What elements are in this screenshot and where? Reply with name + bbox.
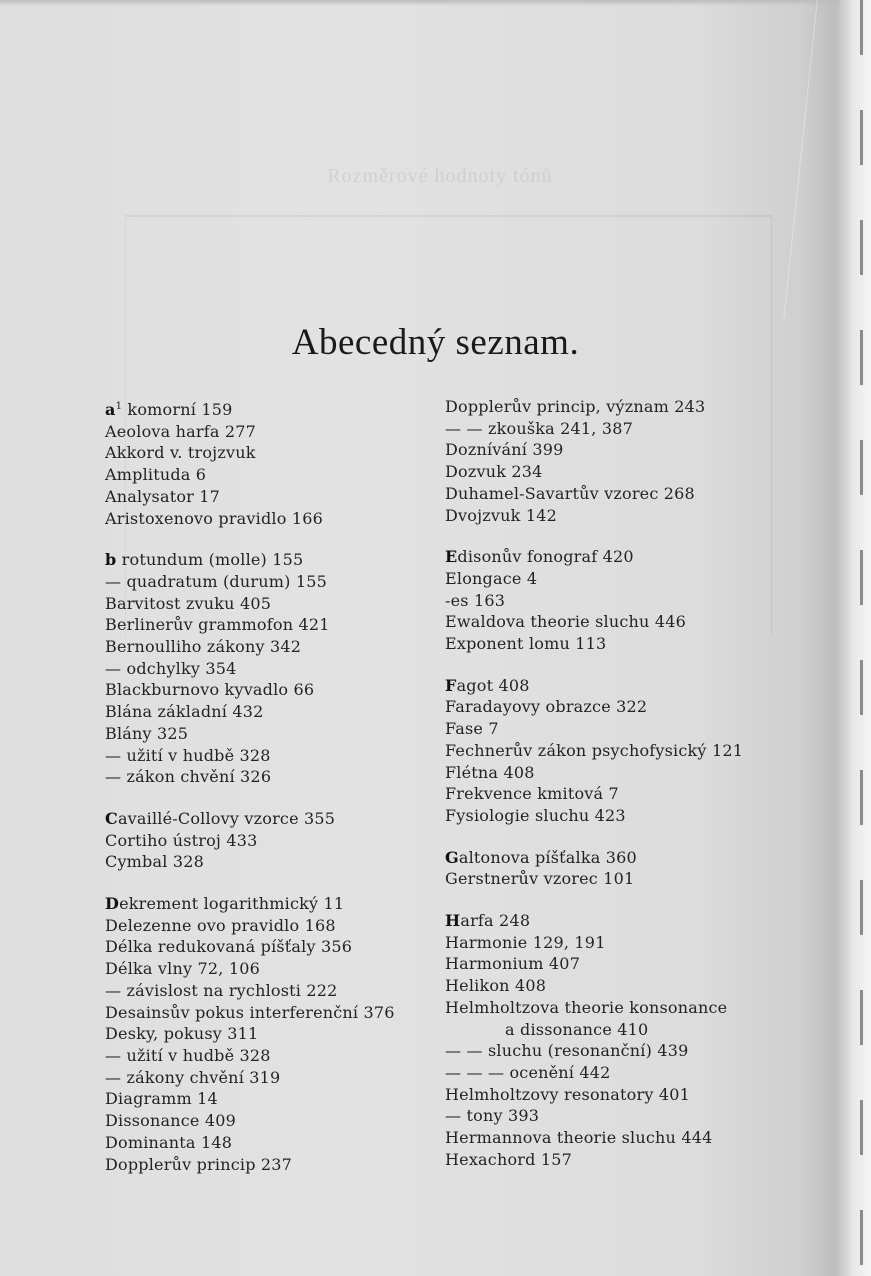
entry-text: Fechnerův zákon psychofysický 121 bbox=[445, 740, 744, 760]
entry-text: Elongace 4 bbox=[445, 568, 538, 588]
index-entry bbox=[445, 675, 785, 697]
entry-text: Blány 325 bbox=[105, 723, 189, 743]
entry-text: Dissonance 409 bbox=[105, 1111, 237, 1131]
index-entry bbox=[445, 1149, 785, 1171]
entry-text: Aristoxenovo pravidlo 166 bbox=[105, 508, 323, 528]
index-entry bbox=[445, 805, 785, 827]
index-entry bbox=[105, 745, 435, 767]
entry-text: rotundum (molle) 155 bbox=[116, 550, 304, 570]
entry-text: Dvojzvuk 142 bbox=[445, 505, 557, 525]
entry-text: Delezenne ovo pravidlo 168 bbox=[105, 915, 336, 935]
entry-text: Flétna 408 bbox=[445, 762, 535, 782]
index-entry bbox=[445, 396, 785, 418]
initial-letter: C bbox=[105, 808, 118, 828]
index-entry bbox=[105, 1067, 435, 1089]
index-group-g bbox=[445, 847, 785, 890]
index-group-c bbox=[105, 808, 435, 873]
index-entry bbox=[445, 868, 785, 890]
entry-text: — závislost na rychlosti 222 bbox=[105, 980, 338, 1000]
index-entry bbox=[105, 593, 435, 615]
entry-text: — — zkouška 241, 387 bbox=[445, 418, 634, 438]
page-title: Abecedný seznam. bbox=[291, 321, 580, 363]
index-entry bbox=[445, 546, 785, 568]
index-entry bbox=[445, 1040, 785, 1062]
entry-text: Faradayovy obrazce 322 bbox=[445, 697, 648, 717]
entry-text: Cortiho ústroj 433 bbox=[105, 830, 258, 850]
entry-text: — quadratum (durum) 155 bbox=[105, 571, 327, 591]
index-entry bbox=[105, 893, 435, 915]
entry-text: Desainsův pokus interferenční 376 bbox=[105, 1002, 395, 1022]
group-gap bbox=[445, 890, 785, 910]
index-entry bbox=[445, 910, 785, 932]
index-group-b bbox=[105, 549, 435, 788]
index-entry bbox=[445, 953, 785, 975]
entry-text: -es 163 bbox=[445, 590, 506, 610]
index-entry bbox=[105, 636, 435, 658]
entry-text: Helmholtzovy resonatory 401 bbox=[445, 1084, 691, 1104]
index-entry bbox=[105, 766, 435, 788]
index-group-e bbox=[445, 546, 785, 655]
index-column-left bbox=[105, 396, 435, 1175]
entry-text: Amplituda 6 bbox=[105, 465, 207, 485]
index-entry bbox=[445, 439, 785, 461]
superscript: 1 bbox=[115, 401, 123, 412]
entry-text: — užití v hudbě 328 bbox=[105, 745, 271, 765]
index-entry bbox=[445, 1019, 785, 1041]
entry-text: ekrement logarithmický 11 bbox=[119, 894, 345, 914]
entry-text: arfa 248 bbox=[460, 911, 531, 931]
index-entry bbox=[445, 932, 785, 954]
entry-text: — zákon chvění 326 bbox=[105, 767, 272, 787]
index-entry bbox=[105, 1045, 435, 1067]
index-entry bbox=[105, 958, 435, 980]
index-entry bbox=[445, 740, 785, 762]
index-entry bbox=[105, 936, 435, 958]
index-entry bbox=[105, 1002, 435, 1024]
entry-text: komorní 159 bbox=[122, 400, 233, 419]
initial-letter: G bbox=[445, 847, 459, 867]
entry-text: Analysator 17 bbox=[105, 486, 221, 506]
index-entry bbox=[445, 611, 785, 633]
index-entry bbox=[105, 723, 435, 745]
initial-letter: H bbox=[445, 911, 461, 931]
index-entry bbox=[445, 997, 785, 1019]
entry-text: Helmholtzova theorie konsonance bbox=[445, 997, 728, 1017]
entry-text: availlé-Collovy vzorce 355 bbox=[117, 808, 336, 828]
index-entry bbox=[445, 696, 785, 718]
index-entry bbox=[105, 701, 435, 723]
index-group-a bbox=[105, 396, 435, 529]
entry-text: Gerstnerův vzorec 101 bbox=[445, 869, 635, 889]
entry-text: Desky, pokusy 311 bbox=[105, 1024, 259, 1044]
entry-text: Diagramm 14 bbox=[105, 1089, 218, 1109]
entry-text: Dominanta 148 bbox=[105, 1132, 233, 1152]
index-entry bbox=[105, 464, 435, 486]
index-entry bbox=[105, 1110, 435, 1132]
index-entry bbox=[105, 915, 435, 937]
page-fold bbox=[783, 0, 858, 320]
entry-text: Berlinerův grammofon 421 bbox=[105, 615, 330, 635]
index-entry bbox=[105, 658, 435, 680]
index-entry bbox=[105, 508, 435, 530]
entry-text: Fase 7 bbox=[445, 719, 499, 739]
entry-text: Délka redukovaná píšťaly 356 bbox=[105, 937, 353, 957]
index-entry bbox=[445, 1105, 785, 1127]
entry-text: — zákony chvění 319 bbox=[105, 1067, 281, 1087]
index-entry bbox=[105, 396, 435, 421]
entry-text: a dissonance 410 bbox=[505, 1019, 649, 1039]
entry-text: Exponent lomu 113 bbox=[445, 634, 607, 654]
index-entry bbox=[105, 442, 435, 464]
index-entry bbox=[105, 1088, 435, 1110]
initial-letter: F bbox=[445, 675, 457, 695]
entry-text: Hexachord 157 bbox=[445, 1149, 572, 1169]
entry-text: Doznívání 399 bbox=[445, 440, 564, 460]
index-group-f bbox=[445, 675, 785, 827]
entry-text: Dopplerův princip 237 bbox=[105, 1154, 293, 1174]
entry-text: disonův fonograf 420 bbox=[457, 547, 634, 567]
entry-text: Blána základní 432 bbox=[105, 702, 264, 722]
index-entry bbox=[445, 1062, 785, 1084]
entry-text: agot 408 bbox=[456, 675, 530, 695]
index-entry bbox=[105, 980, 435, 1002]
entry-text: Duhamel-Savartův vzorec 268 bbox=[445, 483, 695, 503]
index-entry bbox=[445, 847, 785, 869]
entry-text: Délka vlny 72, 106 bbox=[105, 959, 260, 979]
entry-text: altonova píšťalka 360 bbox=[458, 847, 637, 867]
entry-text: — — — ocenění 442 bbox=[445, 1062, 611, 1082]
index-entry bbox=[105, 571, 435, 593]
entry-text: Fysiologie sluchu 423 bbox=[445, 805, 626, 825]
index-entry bbox=[445, 783, 785, 805]
index-entry bbox=[445, 1127, 785, 1149]
entry-text: Cymbal 328 bbox=[105, 852, 204, 872]
initial-letter: E bbox=[445, 547, 458, 567]
index-entry bbox=[105, 614, 435, 636]
entry-text: Dopplerův princip, význam 243 bbox=[445, 397, 706, 416]
entry-text: — užití v hudbě 328 bbox=[105, 1045, 271, 1065]
group-gap bbox=[445, 655, 785, 675]
index-entry bbox=[445, 762, 785, 784]
page-edge bbox=[860, 0, 863, 1276]
index-entry bbox=[445, 718, 785, 740]
entry-text: Helikon 408 bbox=[445, 976, 547, 996]
initial-letter: b bbox=[105, 550, 117, 570]
entry-text: Blackburnovo kyvadlo 66 bbox=[105, 680, 315, 700]
index-entry bbox=[105, 808, 435, 830]
index-entry bbox=[105, 486, 435, 508]
index-column-right bbox=[445, 396, 785, 1171]
entry-text: Harmonie 129, 191 bbox=[445, 932, 606, 952]
entry-text: Bernoulliho zákony 342 bbox=[105, 637, 302, 657]
group-gap bbox=[105, 529, 435, 549]
group-gap bbox=[445, 827, 785, 847]
index-entry bbox=[105, 1023, 435, 1045]
index-entry bbox=[445, 505, 785, 527]
index-group-d-cont bbox=[445, 396, 785, 526]
entry-text: Frekvence kmitová 7 bbox=[445, 784, 619, 804]
group-gap bbox=[105, 788, 435, 808]
index-entry bbox=[445, 461, 785, 483]
index-entry bbox=[445, 1084, 785, 1106]
index-entry bbox=[445, 568, 785, 590]
index-entry bbox=[105, 851, 435, 873]
index-entry bbox=[445, 633, 785, 655]
bleed-through-text: Rozměrové hodnoty tónů bbox=[327, 165, 553, 187]
index-entry bbox=[445, 483, 785, 505]
entry-text: — tony 393 bbox=[445, 1106, 540, 1126]
index-entry bbox=[445, 418, 785, 440]
group-gap bbox=[445, 526, 785, 546]
index-entry bbox=[445, 975, 785, 997]
entry-text: Harmonium 407 bbox=[445, 954, 581, 974]
index-entry bbox=[105, 549, 435, 571]
index-entry bbox=[105, 679, 435, 701]
initial-letter: a bbox=[105, 400, 116, 419]
page-top-shadow bbox=[0, 0, 840, 6]
index-entry bbox=[105, 1132, 435, 1154]
index-entry bbox=[105, 421, 435, 443]
group-gap bbox=[105, 873, 435, 893]
index-group-h bbox=[445, 910, 785, 1170]
index-entry bbox=[105, 830, 435, 852]
index-entry bbox=[445, 590, 785, 612]
index-group-d bbox=[105, 893, 435, 1175]
entry-text: Akkord v. trojzvuk bbox=[105, 443, 256, 463]
entry-text: Dozvuk 234 bbox=[445, 462, 543, 482]
entry-text: Aeolova harfa 277 bbox=[105, 421, 257, 441]
index-entry bbox=[105, 1154, 435, 1176]
entry-text: Barvitost zvuku 405 bbox=[105, 593, 272, 613]
initial-letter: D bbox=[105, 894, 120, 914]
entry-text: — odchylky 354 bbox=[105, 658, 237, 678]
entry-text: Ewaldova theorie sluchu 446 bbox=[445, 612, 686, 632]
entry-text: Hermannova theorie sluchu 444 bbox=[445, 1128, 713, 1148]
entry-text: — — sluchu (resonanční) 439 bbox=[445, 1041, 689, 1061]
